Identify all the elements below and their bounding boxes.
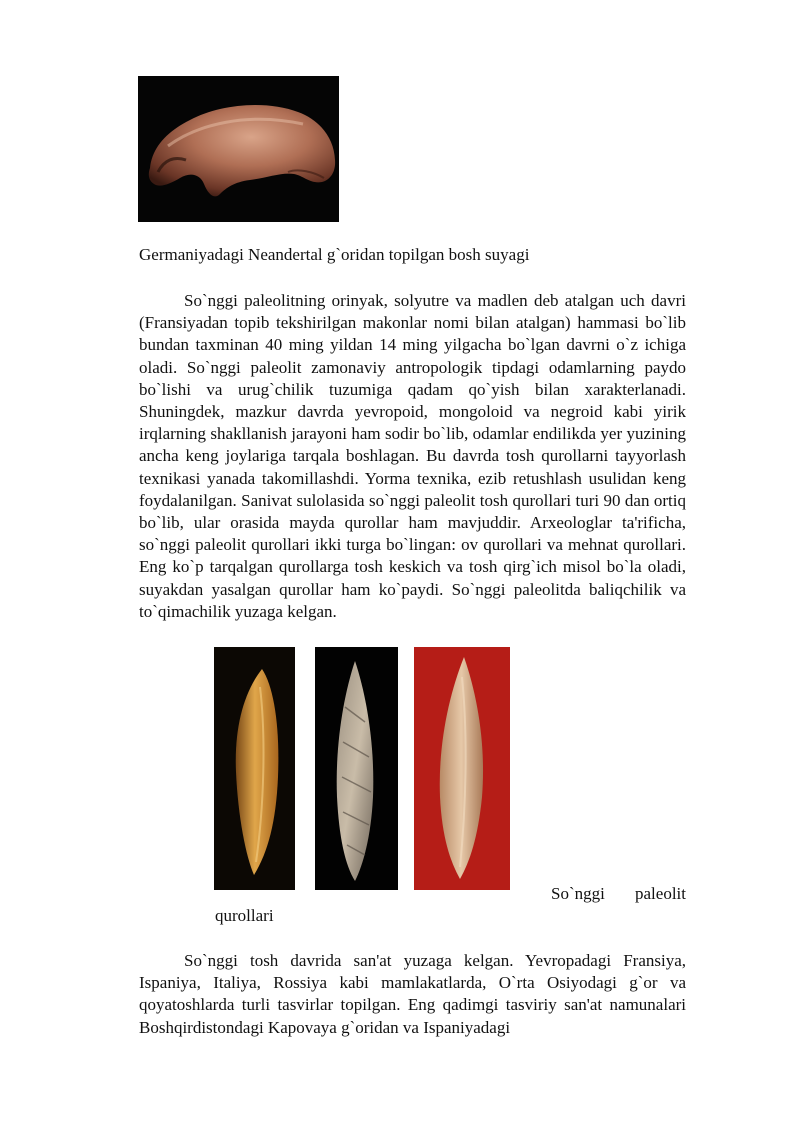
tools-caption-line-1 (551, 883, 686, 905)
stone-blade-photo-2 (315, 647, 398, 890)
paragraph-stone-age-art: So`nggi tosh davrida san'at yuzaga kelgan. Yevropadagi Fransiya, Ispaniya, Italiya, Rossiya kabi mamlakatlarda, O`rta Osiyodagi g`or va qoyatoshlarda turli tasvirlar topilgan. Eng qadimgi tasviriy san'at namunalari Boshqirdistondagi Kapovaya g`oridan va Ispaniyadagi (139, 951, 686, 1037)
skull-caption: Germaniyadagi Neandertal g`oridan topilgan bosh suyagi (139, 245, 530, 264)
paragraph-upper-paleolithic: So`nggi paleolitning orinyak, solyutre va madlen deb atalgan uch davri (Fransiyadan topib tekshirilgan makonlar nomi bilan atalgan) hammasi bo`lib bundan taxminan 40 ming yildan 14 ming yilgacha bo`lgan davrni o`z ichiga oladi. So`nggi paleolit zamonaviy antropologik tipdagi odamlarning paydo bo`lishi va urug`chilik tuzumiga qadam qo`yish bilan xarakterlanadi. Shuningdek, mazkur davrda yevropoid, mongoloid va negroid kabi yirik irqlarning shakllanish jarayoni ham sodir bo`lib, odamlar endilikda yer yuzining ancha keng joylariga tarqala boshlagan. Bu davrda tosh qurollarni tayyorlash texnikasi yanada takomillashdi. Yorma texnika, ezib retushlash usulidan keng foydalanilgan. Sanivat sulolasida so`nggi paleolit tosh qurollari turi 90 dan ortiq bo`lib, ular orasida mayda qurollar ham mavjuddir. Arxeologlar ta'rificha, so`nggi paleolit qurollari ikki turga bo`lingan: ov qurollari va mehnat qurollari. Eng ko`p tarqalgan qurollarga tosh keskich va tosh qirg`ich misol bo`la oladi, suyakdan yasalgan qurollar ham ko`paydi. So`nggi paleolitda baliqchilik va to`qimachilik yuzaga kelgan. (139, 291, 686, 621)
tools-caption-word: paleolit (635, 884, 686, 903)
neanderthal-skull-photo (138, 76, 339, 222)
tools-caption-word: So`nggi (551, 884, 605, 903)
tools-caption-line-2: qurollari (215, 906, 274, 925)
stone-blade-photo-3 (414, 647, 510, 890)
stone-blade-photo-1 (214, 647, 295, 890)
